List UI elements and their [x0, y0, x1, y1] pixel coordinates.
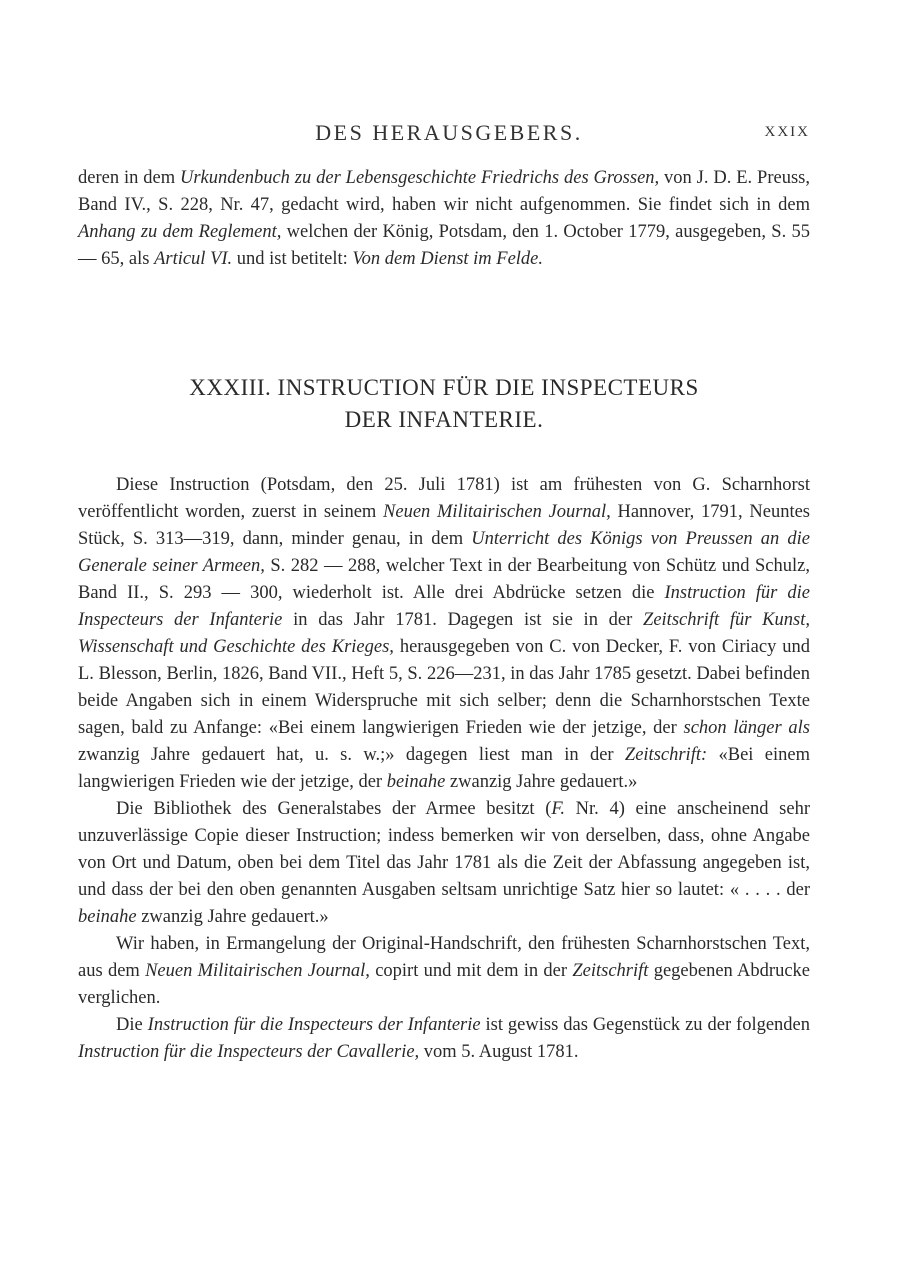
text-run: Diese Instruction (Potsdam, den 25. Juli 1781) ist am frühesten von G. Scharnhorst veröffentlicht worden, zuerst in seinem [78, 475, 810, 522]
text-run: vom 5. August 1781. [419, 1042, 579, 1062]
body-paragraph [78, 931, 810, 1012]
italic-emphasis: beinahe [386, 772, 446, 792]
italic-title: Articul VI. [154, 249, 233, 269]
italic-title: Unterricht des Königs von Preussen an die Generale seiner Armeen, [78, 529, 810, 576]
text-run: Hannover, 1791, Neuntes Stück, S. 313—319, dann, minder genau, in dem [78, 502, 810, 549]
text-run: Wir haben, in Ermangelung der Original-Handschrift, den frühesten Scharnhorstschen Text, aus dem [78, 934, 810, 981]
italic-emphasis: beinahe [78, 907, 137, 927]
text-run: zwanzig Jahre gedauert.» [445, 772, 638, 792]
text-run: «Bei einem langwierigen Frieden wie der jetzige, der [78, 745, 810, 792]
text-run: Die [116, 1015, 148, 1035]
text-run: zwanzig Jahre gedauert.» [136, 907, 329, 927]
italic-title: Instruction für die Inspecteurs der Infanterie [147, 1015, 481, 1035]
running-title: DES HERAUSGEBERS. [315, 120, 583, 145]
italic-title: Zeitschrift: [624, 745, 708, 765]
italic-title: Zeitschrift [572, 961, 649, 981]
running-head [88, 120, 810, 150]
text-run: herausgegeben von C. von Decker, F. von Ciriacy und L. Blesson, Berlin, 1826, Band VII., Heft 5, S. 226—231, in das Jahr 1785 gesetzt. Dabei befinden beide Angaben sich in einem Widerspruche mit sich selber; denn die Scharnhorstschen Texte sagen, bald zu Anfange: «Bei einem langwierigen Frieden wie der jetzige, der [78, 637, 810, 738]
text-run: S. 282 — 288, welcher Text in der Bearbeitung von Schütz und Schulz, Band II., S. 293 — 300, wiederholt ist. Alle drei Abdrücke setzen die [78, 556, 810, 603]
italic-emphasis: schon länger als [683, 718, 810, 738]
text-run: in das Jahr 1781. Dagegen ist sie in der [282, 610, 644, 630]
text-run: deren in dem [78, 168, 180, 188]
body-paragraph [78, 796, 810, 931]
section-heading-line: XXXIII. INSTRUCTION FÜR DIE INSPECTEURS [189, 375, 699, 400]
italic-title: Neuen Militairischen Journal, [145, 961, 370, 981]
italic-title: Zeitschrift für Kunst, Wissenschaft und Geschichte des Krieges, [78, 610, 810, 657]
text-run: Die Bibliothek des Generalstabes der Armee besitzt ( [116, 799, 552, 819]
text-run: und ist betitelt: [232, 249, 353, 269]
section-heading [78, 372, 810, 436]
body-paragraph [78, 1012, 810, 1066]
text-run: gegebenen Abdrucke verglichen. [78, 961, 810, 1008]
text-run: welchen der König, Potsdam, den 1. October 1779, ausgegeben, S. 55 — 65, als [78, 222, 810, 269]
italic-title: Instruction für die Inspecteurs der Infanterie [78, 583, 810, 630]
italic-title: Neuen Militairischen Journal, [383, 502, 611, 522]
body-paragraph [78, 472, 810, 796]
italic-title: Urkundenbuch zu der Lebensgeschichte Friedrichs des Grossen, [179, 168, 660, 188]
text-run: Nr. 4) eine anscheinend sehr unzuverlässige Copie dieser Instruction; indess bemerken wir von derselben, dass, ohne Angabe von Ort und Datum, oben bei dem Titel das Jahr 1781 als die Zeit der Abfassung angegeben ist, und dass der bei den oben genannten Ausgaben seltsam unrichtige Satz hier so lautet: « . . . . der [78, 799, 810, 900]
text-run: ist gewiss das Gegenstück zu der folgenden [480, 1015, 811, 1035]
text-run: von J. D. E. Preuss, Band IV., S. 228, Nr. 47, gedacht wird, haben wir nicht aufgenommen. Sie findet sich in dem [78, 168, 810, 215]
italic-title: Instruction für die Inspecteurs der Cavallerie, [78, 1042, 420, 1062]
intro-paragraph [78, 165, 810, 273]
section-body [78, 472, 810, 1066]
italic-emphasis: F. [551, 799, 565, 819]
intro-text [78, 165, 810, 273]
text-run: copirt und mit dem in der [369, 961, 573, 981]
italic-title: Anhang zu dem Reglement, [78, 222, 282, 242]
page-number: XXIX [764, 124, 810, 140]
italic-title: Von dem Dienst im Felde. [352, 249, 544, 269]
text-run: zwanzig Jahre gedauert hat, u. s. w.;» dagegen liest man in der [78, 745, 625, 765]
section-heading-line: DER INFANTERIE. [344, 407, 544, 432]
